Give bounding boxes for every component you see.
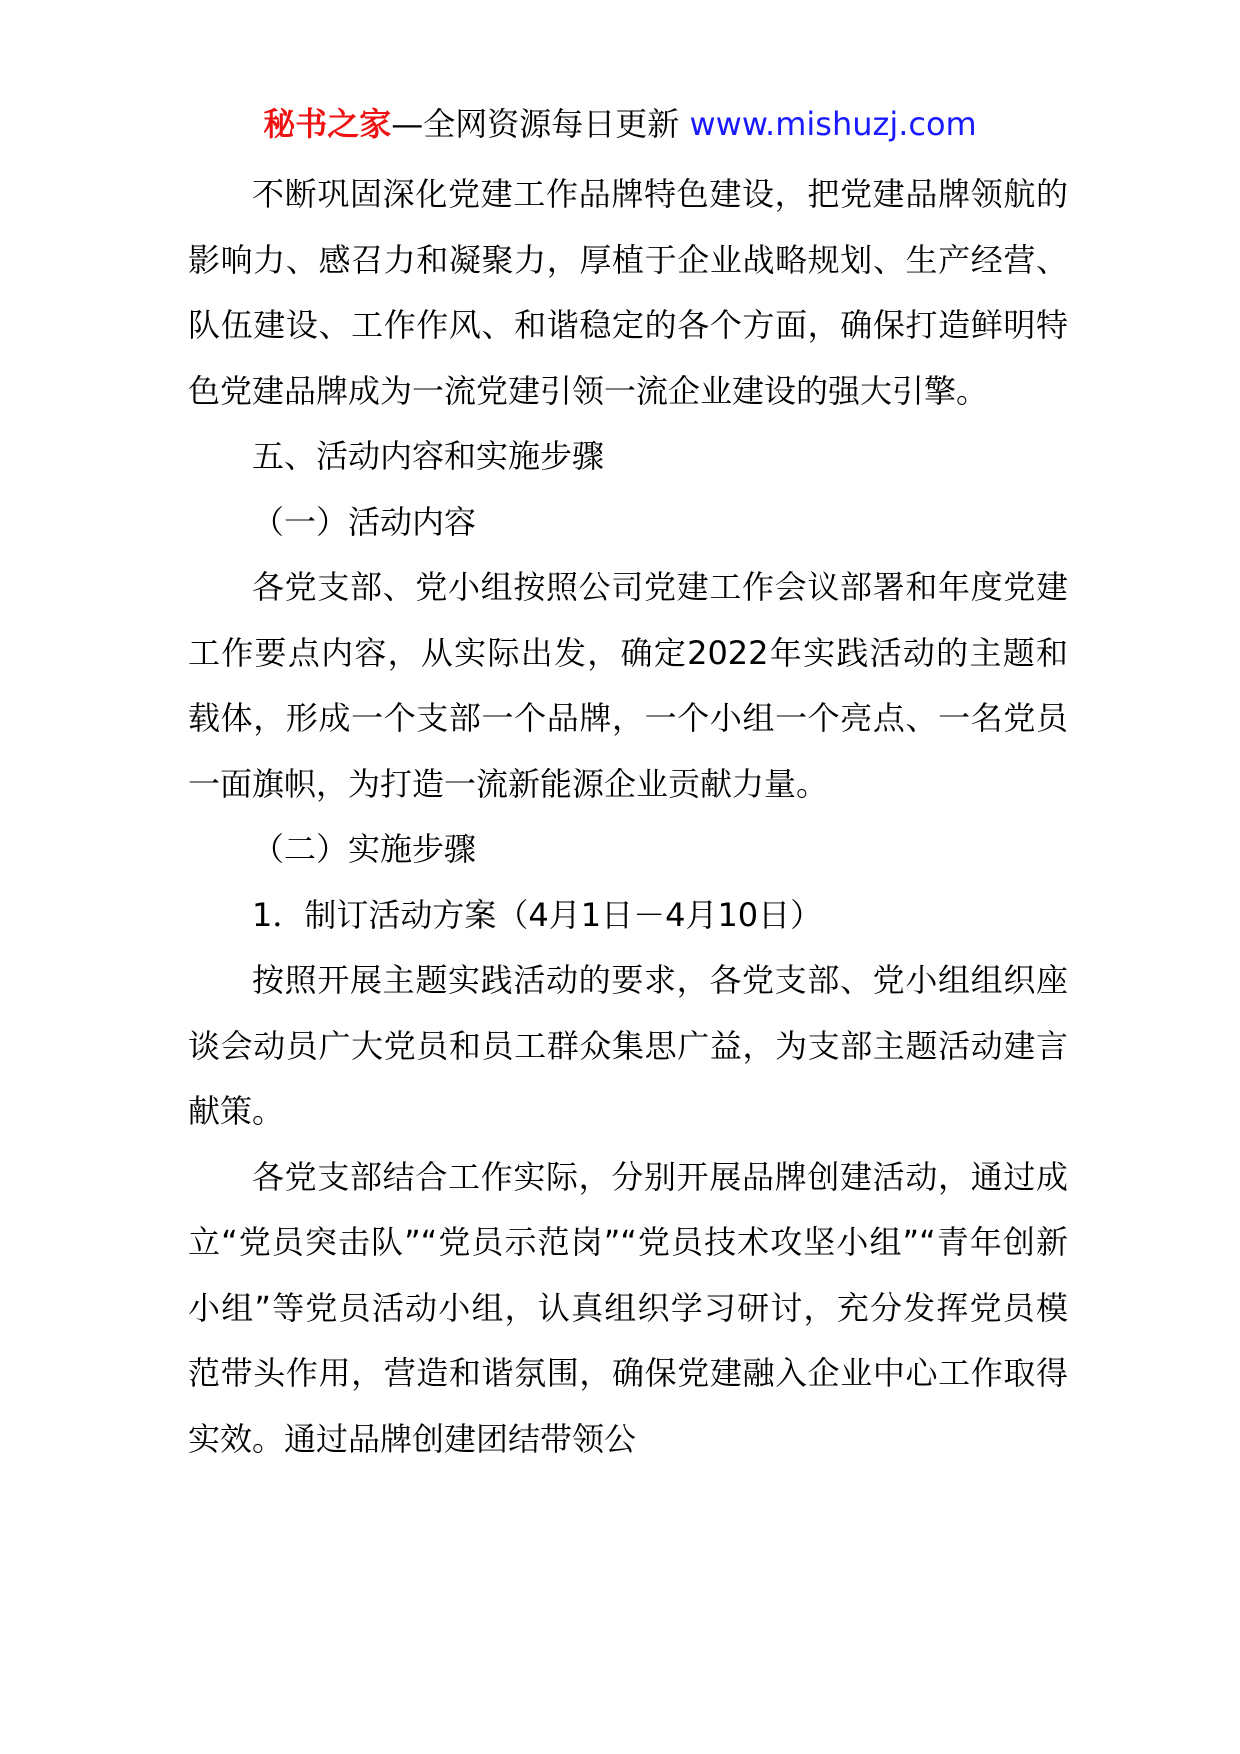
paragraph-branch-activities: 各党支部结合工作实际，分别开展品牌创建活动，通过成立“党员突击队”“党员示范岗”“党员技术攻坚小组”“青年创新小组”等党员活动小组，认真组织学习研讨，充分发挥党员模范带头作用，营造和谐氛围，确保党建融入企业中心工作取得实效。通过品牌创建团结带领公: [188, 1157, 1068, 1458]
brand-name: 秘书之家: [263, 105, 392, 143]
step-heading-1: 1．制订活动方案（4月1日－4月10日）: [252, 895, 823, 934]
subsection-heading-2: （二）实施步骤: [252, 830, 477, 868]
paragraph-intro: 不断巩固深化党建工作品牌特色建设，把党建品牌领航的影响力、感召力和凝聚力，厚植于企业战略规划、生产经营、队伍建设、工作作风、和谐稳定的各个方面，确保打造鲜明特色党建品牌成为一流党建引领一流企业建设的强大引擎。: [188, 175, 1068, 410]
paragraph-step-1: 按照开展主题实践活动的要求，各党支部、党小组组织座谈会动员广大党员和员工群众集思广益，为支部主题活动建言献策。: [188, 961, 1068, 1130]
website-url[interactable]: www.mishuzj.com: [689, 105, 977, 143]
section-heading-5: 五、活动内容和实施步骤: [252, 437, 605, 475]
paragraph-activity-content: 各党支部、党小组按照公司党建工作会议部署和年度党建工作要点内容，从实际出发，确定2022年实践活动的主题和载体，形成一个支部一个品牌，一个小组一个亮点、一名党员一面旗帜，为打造一流新能源企业贡献力量。: [188, 568, 1068, 803]
header-tagline: —全网资源每日更新: [391, 105, 680, 143]
subsection-heading-1: （一）活动内容: [252, 502, 477, 541]
document-body: [188, 162, 1068, 1472]
page-header: [0, 100, 1240, 148]
